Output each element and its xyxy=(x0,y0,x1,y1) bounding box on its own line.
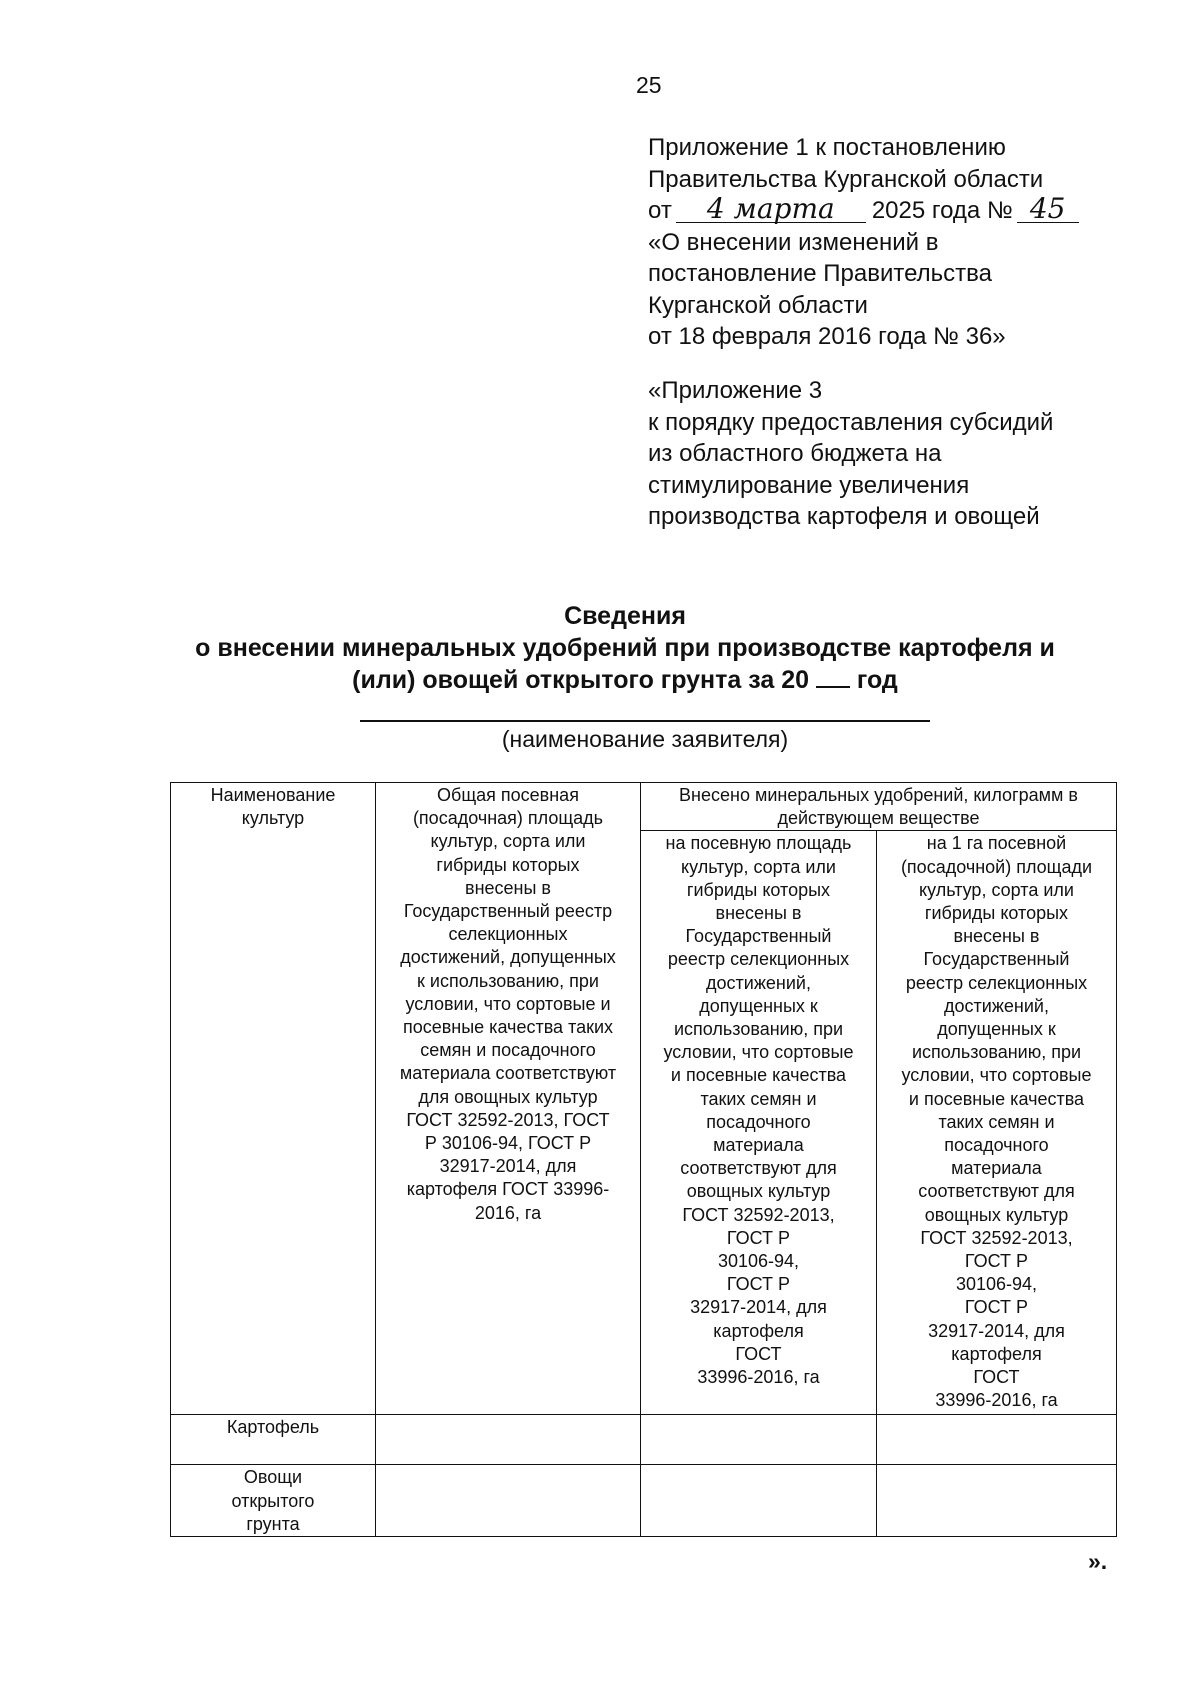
title-line: о внесении минеральных удобрений при производстве картофеля и xyxy=(195,634,1055,662)
fertilizer-table xyxy=(170,782,1117,1537)
appendix3-line: «Приложение 3 xyxy=(648,377,823,404)
document-title xyxy=(150,600,1100,696)
appendix3-line: к порядку предоставления субсидий xyxy=(648,408,1054,436)
appendix3-line: из областного бюджета на xyxy=(648,440,942,467)
appendix3-header xyxy=(648,375,1118,533)
applicant-caption: (наименование заявителя) xyxy=(501,726,789,752)
table-row xyxy=(171,1415,1117,1465)
year-text: 2025 года № xyxy=(871,197,1013,224)
date-prefix: от xyxy=(648,197,672,224)
appendix-header-line: Курганской области xyxy=(648,291,868,319)
header-fertilizer-per-ha: на 1 га посевной (посадочной) площади культур, сорта или гибриды которых внесены в Государственный реестр селекционных достижений, допущенных к использованию, при условии, что сортовые и посевные качества таких семян и посадочного материала соответствуют для овощных культур ГОСТ 32592-2013, ГОСТ Р 30106-94, ГОСТ Р 32917-2014, для картофеля ГОСТ 33996-2016, га xyxy=(877,831,1117,1415)
crop-cell: Картофель xyxy=(171,1415,376,1465)
year-blank-line xyxy=(816,666,850,688)
page-number: 25 xyxy=(636,72,662,98)
header-fertilizer-group: Внесено минеральных удобрений, килограмм в действующем веществе xyxy=(641,783,1117,831)
title-line-start: (или) овощей открытого грунта за 20 xyxy=(352,666,809,694)
empty-cell xyxy=(641,1465,877,1537)
appendix-header xyxy=(648,132,1118,353)
appendix3-line: стимулирование увеличения xyxy=(648,471,970,499)
crop-cell: Овощи открытого грунта xyxy=(171,1465,376,1537)
title-line xyxy=(150,664,1100,696)
table-header-row xyxy=(171,783,1117,831)
header-crop-name: Наименование культур xyxy=(171,783,376,1415)
applicant-name-line xyxy=(360,720,930,722)
handwritten-number: 45 xyxy=(1017,196,1079,223)
empty-cell xyxy=(641,1415,877,1465)
title-line-end: год xyxy=(856,666,898,694)
appendix3-line: производства картофеля и овощей xyxy=(648,503,1040,530)
appendix-header-line: Правительства Курганской области xyxy=(648,165,1044,193)
appendix-header-line: Приложение 1 к постановлению xyxy=(648,134,1006,161)
empty-cell xyxy=(877,1465,1117,1537)
empty-cell xyxy=(376,1415,641,1465)
appendix-header-line: «О внесении изменений в xyxy=(648,228,939,256)
handwritten-date: 4 марта xyxy=(676,196,866,223)
header-fertilizer-total: на посевную площадь культур, сорта или гибриды которых внесены в Государственный реестр селекционных достижений, допущенных к использованию, при условии, что сортовые и посевные качества таких семян и посадочного материала соответствуют для овощных культур ГОСТ 32592-2013, ГОСТ Р 30106-94, ГОСТ Р 32917-2014, для картофеля ГОСТ 33996-2016, га xyxy=(641,831,877,1415)
table-row xyxy=(171,1465,1117,1537)
empty-cell xyxy=(877,1415,1117,1465)
empty-cell xyxy=(376,1465,641,1537)
title-line: Сведения xyxy=(564,602,686,630)
appendix-header-line: от 18 февраля 2016 года № 36» xyxy=(648,323,1006,350)
header-sown-area: Общая посевная (посадочная) площадь культур, сорта или гибриды которых внесены в Государственный реестр селекционных достижений, допущенных к использованию, при условии, что сортовые и посевные качества таких семян и посадочного материала соответствуют для овощных культур ГОСТ 32592-2013, ГОСТ Р 30106-94, ГОСТ Р 32917-2014, для картофеля ГОСТ 33996- 2016, га xyxy=(376,783,641,1415)
closing-quote-mark: ». xyxy=(1088,1548,1108,1574)
appendix-date-line xyxy=(648,192,1118,227)
appendix-header-line: постановление Правительства xyxy=(648,260,992,287)
